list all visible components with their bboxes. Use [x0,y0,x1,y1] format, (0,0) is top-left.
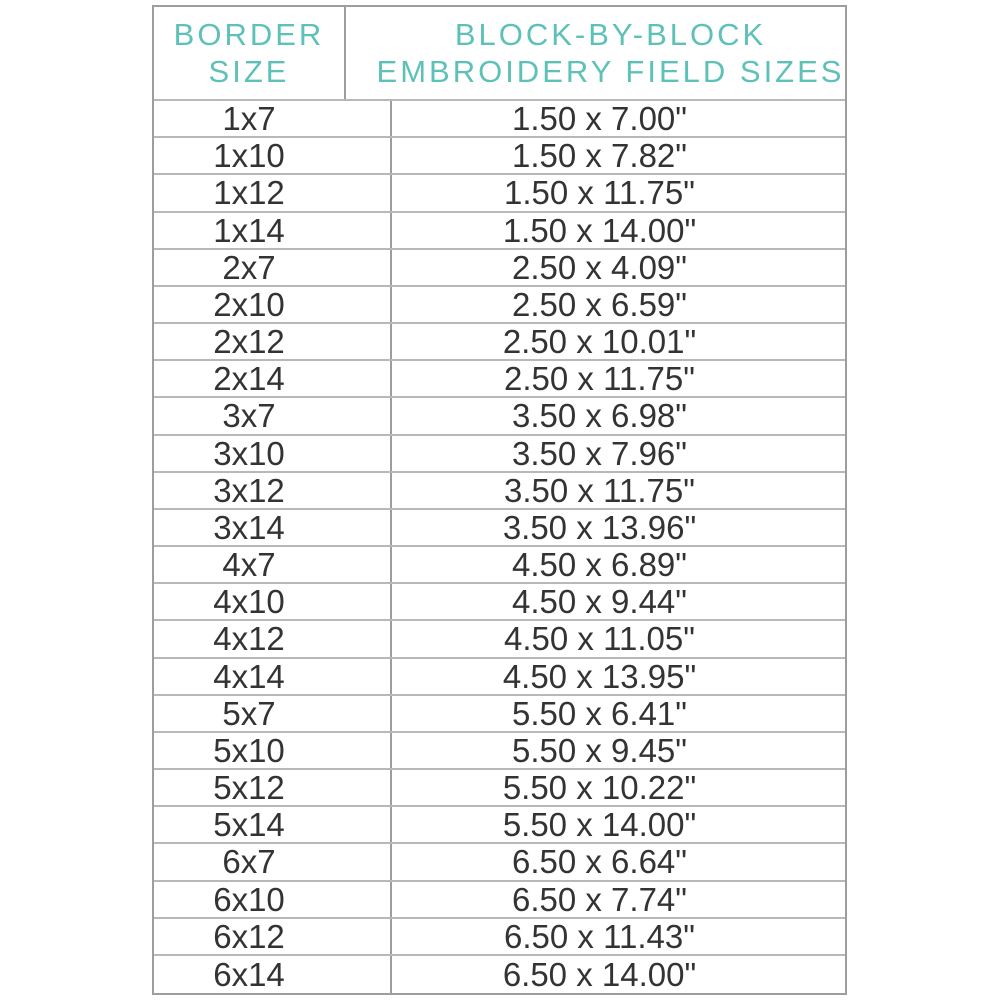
border-size-cell: 4x14 [154,659,392,694]
field-size-cell: 1.50 x 7.00" [511,101,687,137]
border-size-cell: 4x7 [154,547,392,582]
table-row [154,101,845,138]
border-size-cell: 2x7 [154,250,392,285]
border-size-cell: 1x7 [154,101,392,136]
table-body [154,101,845,993]
border-size-cell: 1x12 [154,175,392,210]
header-field-line1: BLOCK-BY-BLOCK [454,17,767,52]
table-row [154,659,845,696]
field-size-cell: 5.50 x 14.00" [502,807,697,843]
field-size-cell: 4.50 x 11.05" [504,621,695,657]
border-size-cell: 6x10 [154,882,392,917]
table-row [154,361,845,398]
field-size-cell: 6.50 x 11.43" [504,918,695,954]
border-size-cell: 5x7 [154,696,392,731]
field-size-cell: 2.50 x 6.59" [511,286,687,322]
header-border-line2: SIZE [208,54,290,89]
border-size-cell: 2x12 [154,324,392,359]
border-size-cell: 5x12 [154,770,392,805]
border-size-cell: 6x7 [154,844,392,879]
border-size-cell: 4x12 [154,621,392,656]
border-size-cell: 1x14 [154,213,392,248]
table-row [154,175,845,212]
border-size-cell: 4x10 [154,584,392,619]
field-size-cell: 4.50 x 9.44" [511,584,687,620]
field-size-cell: 1.50 x 14.00" [502,212,697,248]
border-size-cell: 3x14 [154,510,392,545]
table-row [154,733,845,770]
field-size-cell: 3.50 x 6.98" [511,398,687,434]
header-border-line1: BORDER [173,17,325,52]
field-size-cell: 2.50 x 11.75" [504,361,695,397]
field-size-cell: 2.50 x 4.09" [511,249,687,285]
table-row [154,436,845,473]
border-size-cell: 2x10 [154,287,392,322]
border-size-cell: 3x12 [154,473,392,508]
table-row [154,956,845,993]
table-row [154,398,845,435]
border-size-cell: 2x14 [154,361,392,396]
field-size-cell: 3.50 x 13.96" [502,509,697,545]
table-header-row [154,7,845,101]
table-row [154,919,845,956]
border-size-cell: 6x14 [154,956,392,993]
table-row [154,547,845,584]
table-row [154,696,845,733]
field-size-cell: 2.50 x 10.01" [502,324,697,360]
table-row [154,138,845,175]
table-row [154,287,845,324]
field-size-cell: 5.50 x 6.41" [511,695,687,731]
table-row [154,324,845,361]
border-size-cell: 3x10 [154,436,392,471]
column-header-border-size [154,7,346,99]
table-row [154,250,845,287]
field-size-cell: 6.50 x 14.00" [502,955,697,993]
border-size-cell: 5x10 [154,733,392,768]
border-size-cell: 5x14 [154,807,392,842]
table-row [154,473,845,510]
table-row [154,882,845,919]
field-size-cell: 4.50 x 6.89" [511,547,687,583]
embroidery-size-table [152,5,847,995]
table-row [154,584,845,621]
border-size-cell: 6x12 [154,919,392,954]
table-row [154,770,845,807]
field-size-cell: 6.50 x 6.64" [511,844,687,880]
field-size-cell: 1.50 x 11.75" [504,175,695,211]
field-size-cell: 5.50 x 9.45" [511,732,687,768]
field-size-cell: 5.50 x 10.22" [502,770,697,806]
field-size-cell: 4.50 x 13.95" [502,658,697,694]
border-size-cell: 1x10 [154,138,392,173]
table-row [154,510,845,547]
border-size-cell: 3x7 [154,398,392,433]
field-size-cell: 3.50 x 7.96" [511,435,687,471]
column-header-field-sizes [346,7,845,99]
table-row [154,807,845,844]
header-field-line2: EMBROIDERY FIELD SIZES [376,54,845,89]
field-size-cell: 1.50 x 7.82" [511,138,687,174]
field-size-cell: 3.50 x 11.75" [504,472,695,508]
field-size-cell: 6.50 x 7.74" [511,881,687,917]
table-row [154,213,845,250]
table-row [154,844,845,881]
table-row [154,621,845,658]
